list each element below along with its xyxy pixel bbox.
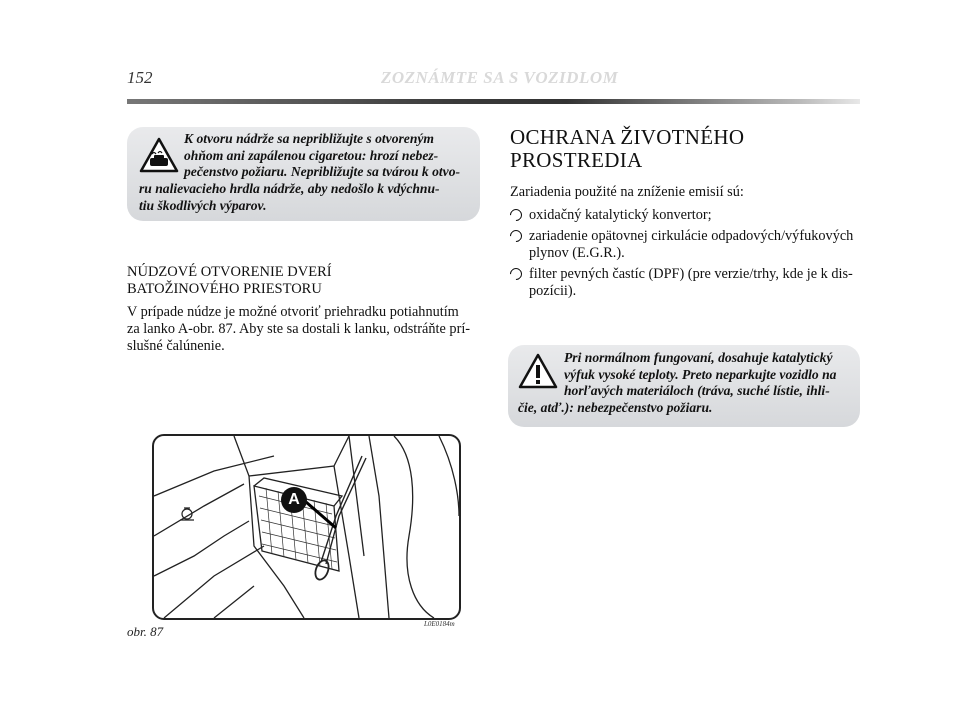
warning-line: ohňom ani zapálenou cigaretou: hrozí nebez- [184, 147, 439, 163]
chapter-title: ZOZNÁMTE SA S VOZIDLOM [381, 68, 619, 87]
section-heading: NÚDZOVÉ OTVORENIE DVERÍ BATOŽINOVÉHO PRIESTORU [127, 264, 332, 297]
section-body: V prípade núdze je možné otvoriť priehradku potiahnutím za lanko A-obr. 87. Aby ste sa dostali k lanku, odstráňte prí- slušné čalúnenie. [127, 304, 471, 354]
header-rule [127, 99, 860, 104]
figure-label-circle [281, 487, 307, 513]
warning-line: výfuk vysoké teploty. Preto neparkujte vozidlo na [564, 366, 837, 382]
warning-line: horľavých materiáloch (tráva, suché lístie, ihli- [564, 383, 830, 399]
list-item: filter pevných častíc (DPF) (pre verzie/trhy, kde je k dis- pozícii). [510, 266, 860, 300]
fuel-warning-box [127, 127, 480, 221]
warning-line: tiu škodlivých výparov. [139, 197, 267, 213]
list-item: zariadenie opätovnej cirkulácie odpadových/výfukových plynov (E.G.R.). [510, 228, 860, 262]
intro-text: Zariadenia použité na zníženie emisií sú: [510, 184, 744, 200]
warning-line: K otvoru nádrže sa nepribližujte s otvoreným [184, 131, 434, 146]
figure-caption: obr. 87 [127, 624, 164, 639]
exclamation-warning-icon [518, 353, 558, 389]
page-number: 152 [127, 68, 153, 87]
bullet-icon [508, 228, 525, 245]
environment-section [510, 126, 860, 304]
emission-device-list [510, 207, 860, 300]
bullet-icon [508, 207, 525, 224]
fuel-cap-warning-icon [139, 137, 179, 173]
warning-line: Pri normálnom fungovaní, dosahuje katalytický [564, 350, 833, 365]
section-title: OCHRANA ŽIVOTNÉHO PROSTREDIA [510, 125, 745, 172]
trunk-line-drawing [154, 436, 459, 618]
figure-trunk-illustration [152, 434, 461, 620]
warning-line: ru nalievacieho hrdla nádrže, aby nedošlo k vdýchnu- [139, 181, 440, 196]
bullet-icon [508, 266, 525, 283]
figure-label: A [288, 491, 300, 508]
figure-code: L0E0184m [424, 620, 455, 628]
catalyst-warning-box [508, 345, 860, 427]
emergency-opening-section [127, 264, 480, 355]
warning-line: čie, atď.): nebezpečenstvo požiaru. [518, 400, 713, 415]
list-item: oxidačný katalytický konvertor; [510, 207, 860, 224]
warning-line: pečenstvo požiaru. Nepribližujte sa tvárou k otvo- [184, 164, 461, 180]
